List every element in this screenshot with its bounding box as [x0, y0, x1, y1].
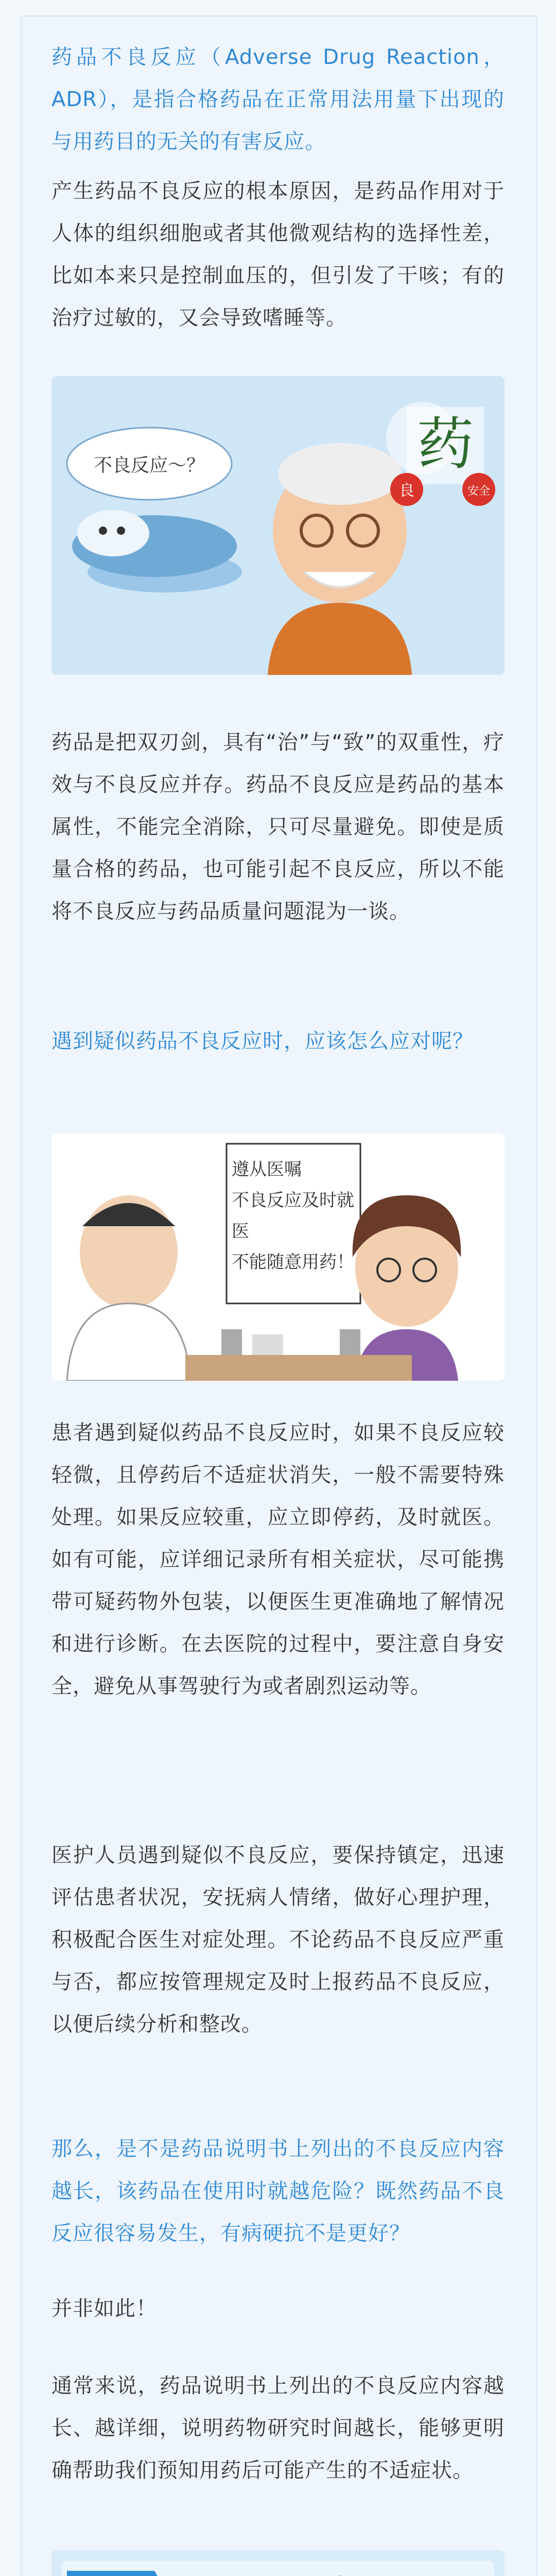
label-length-paragraph: 通常来说，药品说明书上列出的不良反应内容越长、越详细，说明药物研究时间越长，能够更明确帮助我们预知用药后可能产生的不适症状。: [51, 2374, 505, 2482]
question-2: 那么，是不是药品说明书上列出的不良反应内容越长，该药品在使用时就越危险？既然药品不良反应很容易发生，有病硬抗不是更好？: [51, 2137, 505, 2245]
doctor-note: 遵从医嘱 不良反应及时就医 不能随意用药！: [232, 1159, 354, 1273]
medical-staff-paragraph: 医护人员遇到疑似不良反应，要保持镇定，迅速评估患者状况，安抚病人情绪，做好心理护理，积极配合医生对症处理。不论药品不良反应严重与否，都应按管理规定及时上报药品不良反应，以便后续分析和整改。: [51, 1843, 505, 2036]
badge-left: 良: [399, 482, 414, 500]
hint-tag: [77, 2572, 154, 2576]
illustration-hint-card: [51, 2550, 505, 2576]
cause-paragraph: 产生药品不良反应的根本原因，是药品作用对于人体的组织细胞或者其他微观结构的选择性差，比如本来只是控制血压的，但引发了干咳；有的治疗过敏的，又会导致嗜睡等。: [51, 179, 505, 330]
illustration-doctor-advice: [51, 1133, 505, 1381]
question-1: 遇到疑似药品不良反应时，应该怎么应对呢？: [51, 1029, 474, 1053]
patient-response-paragraph: 患者遇到疑似药品不良反应时，如果不良反应较轻微，且停药后不适症状消失，一般不需要特殊处理。如果反应较重，应立即停药，及时就医。如有可能，应详细记录所有相关症状，尽可能携带可疑药物外包装，以便医生更准确地了解情况和进行诊断。在去医院的过程中，要注意自身安全，避免从事驾驶行为或者剧烈运动等。: [51, 1421, 505, 1698]
intro-paragraph: 药品不良反应（Adverse Drug Reaction，ADR），是指合格药品在正常用法用量下出现的与用药目的无关的有害反应。: [51, 45, 505, 154]
illustration-elderly-man: [51, 376, 505, 675]
medicine-sign: 药: [417, 411, 474, 477]
badge-right: 安全: [467, 485, 491, 498]
speech-bubble-text: 不良反应～？: [93, 455, 205, 476]
answer-short: 并非如此！: [51, 2297, 157, 2320]
double-edge-paragraph: 药品是把双刃剑，具有“治”与“致”的双重性，疗效与不良反应并存。药品不良反应是药品的基本属性，不能完全消除，只可尽量避免。即使是质量合格的药品，也可能引起不良反应，所以不能将不良反应与药品质量问题混为一谈。: [51, 731, 505, 923]
